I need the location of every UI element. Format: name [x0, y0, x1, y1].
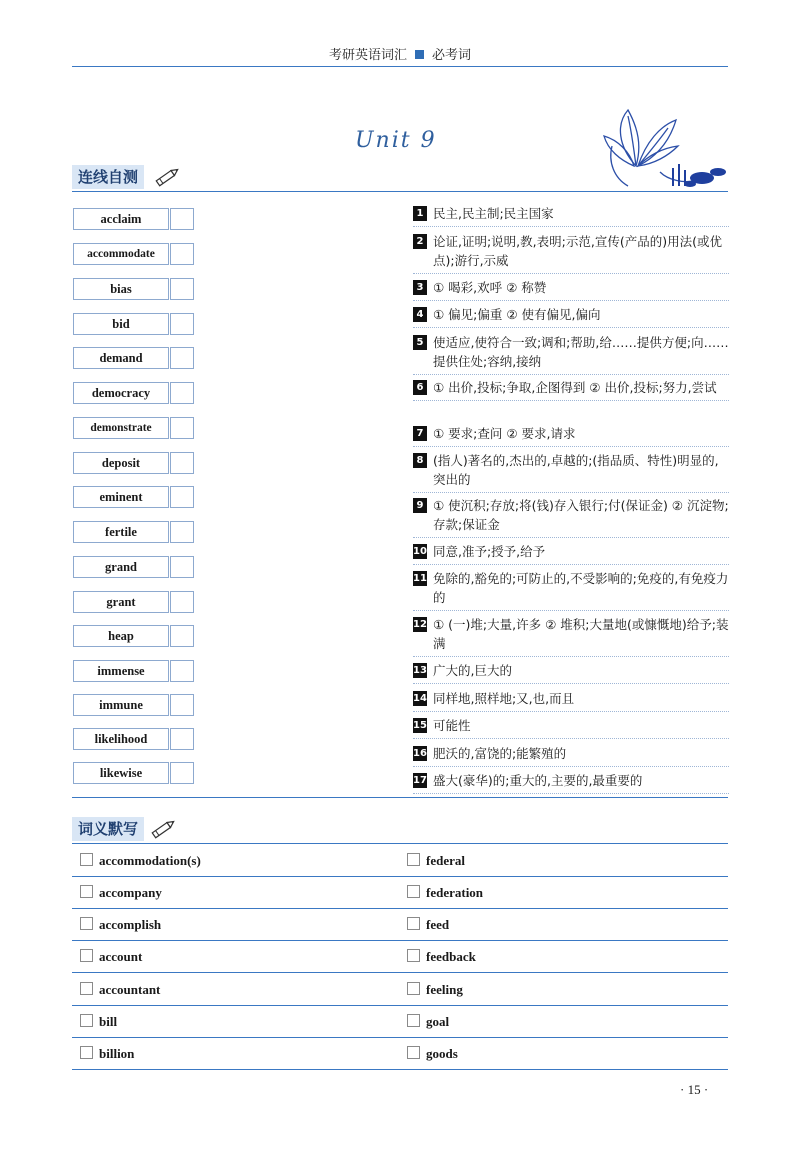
checkbox-icon[interactable] — [80, 917, 93, 930]
unit-title: Unit 9 — [355, 128, 437, 153]
dictation-word[interactable]: accompany — [80, 883, 162, 903]
definition-text: 同样地,照样地;又,也,而且 — [433, 691, 575, 706]
checkbox-icon[interactable] — [80, 1014, 93, 1027]
dictation-word[interactable]: federation — [407, 883, 483, 903]
definition-number: 1 — [413, 206, 427, 221]
section-dictation-header — [72, 817, 728, 844]
definition-number: 17 — [413, 775, 427, 786]
checkbox-icon[interactable] — [80, 885, 93, 898]
match-word: fertile — [73, 521, 169, 543]
answer-box[interactable] — [170, 347, 194, 369]
dictation-word[interactable]: federal — [407, 851, 465, 871]
definition-number: 10 — [413, 546, 427, 557]
match-word: bid — [73, 313, 169, 335]
definition-number: 11 — [413, 573, 427, 584]
definition-number: 7 — [413, 426, 427, 441]
match-word: democracy — [73, 382, 169, 404]
match-word: demand — [73, 347, 169, 369]
answer-box[interactable] — [170, 556, 194, 578]
checkbox-icon[interactable] — [80, 1046, 93, 1059]
running-header — [0, 44, 800, 63]
definition-number: 2 — [413, 234, 427, 249]
dictation-word[interactable]: goal — [407, 1012, 449, 1032]
definition-number: 5 — [413, 335, 427, 350]
answer-box[interactable] — [170, 762, 194, 784]
match-word: heap — [73, 625, 169, 647]
definition-text: 可能性 — [433, 718, 471, 733]
answer-box[interactable] — [170, 208, 194, 230]
definition-item — [413, 661, 729, 684]
checkbox-icon[interactable] — [407, 1014, 420, 1027]
dictation-word[interactable]: goods — [407, 1044, 458, 1064]
definition-number: 16 — [413, 748, 427, 759]
answer-box[interactable] — [170, 694, 194, 716]
definition-item — [413, 615, 729, 657]
header-square-icon — [415, 50, 424, 59]
definition-text: 民主,民主制;民主国家 — [433, 206, 554, 221]
definition-item — [413, 278, 729, 301]
definition-text: 广大的,巨大的 — [433, 663, 512, 678]
page-number: · 15 · — [680, 1082, 709, 1097]
checkbox-icon[interactable] — [407, 853, 420, 866]
row-divider — [72, 972, 728, 973]
answer-box[interactable] — [170, 625, 194, 647]
definition-number: 14 — [413, 693, 427, 704]
dictation-word[interactable]: account — [80, 947, 142, 967]
answer-box[interactable] — [170, 660, 194, 682]
definition-item — [413, 451, 729, 493]
checkbox-icon[interactable] — [80, 949, 93, 962]
definition-text: ① 使沉积;存放;将(钱)存入银行;付(保证金) ② 沉淀物;存款;保证金 — [433, 498, 729, 532]
checkbox-icon[interactable] — [80, 853, 93, 866]
answer-box[interactable] — [170, 278, 194, 300]
definition-item — [413, 744, 729, 767]
dictation-word[interactable]: accomplish — [80, 915, 161, 935]
pencil-icon — [148, 817, 178, 841]
definition-text: 盛大(豪华)的;重大的,主要的,最重要的 — [433, 773, 643, 788]
checkbox-icon[interactable] — [80, 982, 93, 995]
definition-item — [413, 232, 729, 274]
definition-item — [413, 771, 729, 794]
answer-box[interactable] — [170, 728, 194, 750]
definition-text: ① 出价,投标;争取,企图得到 ② 出价,投标;努力,尝试 — [433, 380, 717, 395]
answer-box[interactable] — [170, 486, 194, 508]
definition-text: ① (一)堆;大量,许多 ② 堆积;大量地(或慷慨地)给予;装满 — [433, 617, 729, 651]
definition-item — [413, 424, 729, 447]
answer-box[interactable] — [170, 452, 194, 474]
match-word: acclaim — [73, 208, 169, 230]
definition-item — [413, 496, 729, 538]
definition-text: ① 喝彩,欢呼 ② 称赞 — [433, 280, 547, 295]
definition-text: 肥沃的,富饶的;能繁殖的 — [433, 746, 567, 761]
dictation-word[interactable]: feeling — [407, 980, 463, 1000]
row-divider — [72, 1005, 728, 1006]
definition-item — [413, 333, 729, 375]
definition-number: 12 — [413, 619, 427, 630]
definition-text: (指人)著名的,杰出的,卓越的;(指品质、特性)明显的,突出的 — [433, 453, 719, 487]
header-rule — [72, 66, 728, 67]
checkbox-icon[interactable] — [407, 982, 420, 995]
definition-number: 8 — [413, 453, 427, 468]
row-divider — [72, 1069, 728, 1070]
section-matching-title: 连线自测 — [72, 165, 144, 189]
checkbox-icon[interactable] — [407, 949, 420, 962]
section-dictation-title: 词义默写 — [72, 817, 144, 841]
match-word: demonstrate — [73, 417, 169, 439]
row-divider — [72, 876, 728, 877]
definition-text: 同意,准予;授予,给予 — [433, 544, 546, 559]
match-word: likewise — [73, 762, 169, 784]
answer-box[interactable] — [170, 313, 194, 335]
match-word: grand — [73, 556, 169, 578]
checkbox-icon[interactable] — [407, 1046, 420, 1059]
definition-item — [413, 569, 729, 611]
answer-box[interactable] — [170, 243, 194, 265]
row-divider — [72, 940, 728, 941]
dictation-word[interactable]: bill — [80, 1012, 117, 1032]
definition-number: 13 — [413, 665, 427, 676]
definition-number: 15 — [413, 720, 427, 731]
match-word: eminent — [73, 486, 169, 508]
row-divider — [72, 908, 728, 909]
answer-box[interactable] — [170, 382, 194, 404]
match-word: likelihood — [73, 728, 169, 750]
section-matching-header — [72, 165, 728, 192]
match-word: grant — [73, 591, 169, 613]
definition-number: 4 — [413, 307, 427, 322]
dictation-word[interactable]: feed — [407, 915, 449, 935]
answer-box[interactable] — [170, 591, 194, 613]
answer-box[interactable] — [170, 521, 194, 543]
definition-item — [413, 305, 729, 328]
row-divider — [72, 1037, 728, 1038]
pencil-icon — [152, 165, 182, 189]
definition-text: ① 偏见;偏重 ② 使有偏见,偏向 — [433, 307, 601, 322]
definition-number: 3 — [413, 280, 427, 295]
definition-item — [413, 378, 729, 401]
dictation-word[interactable]: accountant — [80, 980, 160, 1000]
match-word: immense — [73, 660, 169, 682]
checkbox-icon[interactable] — [407, 917, 420, 930]
match-word: accommodate — [73, 243, 169, 265]
dictation-word[interactable]: accommodation(s) — [80, 851, 201, 871]
match-word: deposit — [73, 452, 169, 474]
checkbox-icon[interactable] — [407, 885, 420, 898]
definition-item — [413, 204, 729, 227]
section-divider — [72, 797, 728, 798]
header-book-title: 考研英语词汇 — [328, 48, 407, 63]
definition-item — [413, 542, 729, 565]
answer-box[interactable] — [170, 417, 194, 439]
match-word: immune — [73, 694, 169, 716]
match-word: bias — [73, 278, 169, 300]
header-section-title: 必考词 — [432, 48, 472, 63]
definition-text: 免除的,豁免的;可防止的,不受影响的;免疫的,有免疫力的 — [433, 571, 729, 605]
dictation-word[interactable]: billion — [80, 1044, 134, 1064]
definition-text: ① 要求;查问 ② 要求,请求 — [433, 426, 576, 441]
definition-item — [413, 689, 729, 712]
definition-number: 6 — [413, 380, 427, 395]
dictation-word[interactable]: feedback — [407, 947, 476, 967]
definition-number: 9 — [413, 498, 427, 513]
definition-text: 使适应,使符合一致;调和;帮助,给……提供方便;向……提供住处;容纳,接纳 — [433, 335, 729, 369]
definition-text: 论证,证明;说明,教,表明;示范,宣传(产品的)用法(或优点);游行,示威 — [433, 234, 722, 268]
definition-item — [413, 716, 729, 739]
